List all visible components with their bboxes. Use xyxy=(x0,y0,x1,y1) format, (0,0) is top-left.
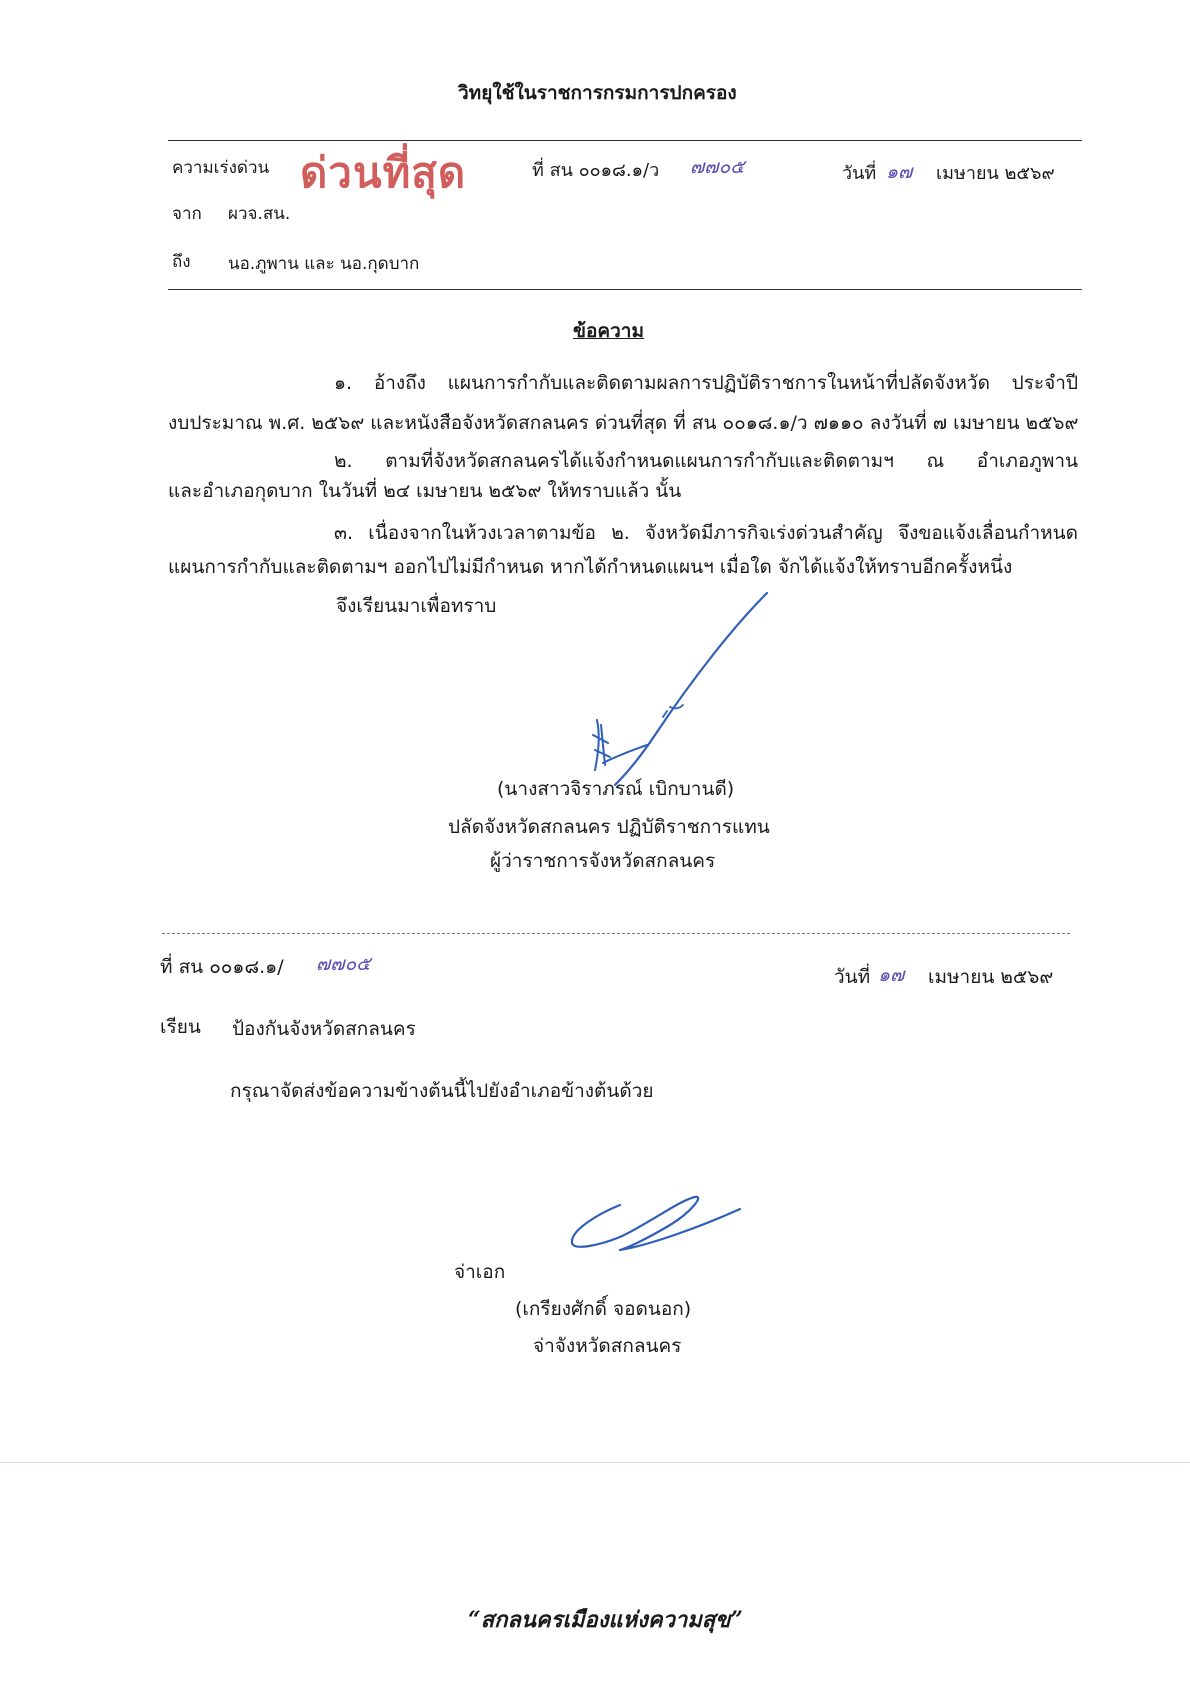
reference-prefix: ที่ สน ๐๐๑๘.๑/ว xyxy=(532,160,660,181)
clerk-name: (เกรียงศักดิ์ จอดนอก) xyxy=(515,1298,692,1320)
from-value: ผวจ.สน. xyxy=(228,204,291,224)
paragraph-3-line-2: แผนการกำกับและติดตามฯ ออกไปไม่มีกำหนด หากได้กำหนดแผนฯ เมื่อใด จักได้แจ้งให้ทราบอีกครั้งหนึ่ง xyxy=(168,556,1013,578)
lower-reference-number: ๗๗๐๕ xyxy=(316,953,371,975)
signature-2 xyxy=(560,1185,760,1265)
signature-1 xyxy=(575,585,775,805)
lower-date-day: ๑๗ xyxy=(878,964,905,986)
paragraph-1-line-2: งบประมาณ พ.ศ. ๒๕๖๙ และหนังสือจังหวัดสกลนคร ด่วนที่สุด ที่ สน ๐๐๑๘.๑/ว ๗๑๑๐ ลงวันที่ ๗ เมษายน ๒๕๖๙ xyxy=(168,412,1079,434)
body-heading: ข้อความ xyxy=(573,320,644,342)
date-month-year: เมษายน ๒๕๖๙ xyxy=(936,163,1055,184)
lower-request: กรุณาจัดส่งข้อความข้างต้นนี้ไปยังอำเภอข้างต้นด้วย xyxy=(230,1080,654,1102)
lower-reference-prefix: ที่ สน ๐๐๑๘.๑/ xyxy=(160,956,284,978)
memo-title: วิทยุใช้ในราชการกรมการปกครอง xyxy=(458,82,737,104)
signer-1-position-2: ผู้ว่าราชการจังหวัดสกลนคร xyxy=(490,850,716,872)
page-divider xyxy=(0,1462,1190,1463)
section-separator xyxy=(162,933,1070,934)
date-prefix: วันที่ xyxy=(842,163,877,184)
from-label: จาก xyxy=(172,204,202,224)
date-day: ๑๗ xyxy=(886,161,913,183)
lower-to-value: ป้องกันจังหวัดสกลนคร xyxy=(232,1018,416,1040)
lower-to-label: เรียน xyxy=(160,1016,201,1038)
lower-date-prefix: วันที่ xyxy=(834,966,871,988)
footer-motto: “สกลนครเมืองแห่งความสุข” xyxy=(468,1607,743,1633)
clerk-title: จ่าเอก xyxy=(454,1261,506,1283)
clerk-position: จ่าจังหวัดสกลนคร xyxy=(533,1335,682,1357)
signer-1-name: (นางสาวจิราภรณ์ เบิกบานดี) xyxy=(497,778,735,800)
paragraph-1-line-1: ๑. อ้างถึง แผนการกำกับและติดตามผลการปฏิบัติราชการในหน้าที่ปลัดจังหวัด ประจำปี xyxy=(334,372,1078,394)
to-value: นอ.ภูพาน และ นอ.กุดบาก xyxy=(228,254,420,274)
to-label: ถึง xyxy=(172,252,191,272)
urgency-label: ความเร่งด่วน xyxy=(172,158,270,178)
header-bottom-rule xyxy=(168,289,1082,290)
paragraph-2-line-1: ๒. ตามที่จังหวัดสกลนครได้แจ้งกำหนดแผนการกำกับและติดตามฯ ณ อำเภอภูพาน xyxy=(334,450,1078,472)
paragraph-3-line-1: ๓. เนื่องจากในห้วงเวลาตามข้อ ๒. จังหวัดมีภารกิจเร่งด่วนสำคัญ จึงขอแจ้งเลื่อนกำหนด xyxy=(334,522,1078,544)
closing-line: จึงเรียนมาเพื่อทราบ xyxy=(336,595,497,617)
urgent-stamp: ด่วนที่สุด xyxy=(300,148,467,197)
header-top-rule xyxy=(168,140,1082,141)
paragraph-2-line-2: และอำเภอกุดบาก ในวันที่ ๒๔ เมษายน ๒๕๖๙ ให้ทราบแล้ว นั้น xyxy=(168,480,682,502)
signer-1-position-1: ปลัดจังหวัดสกลนคร ปฏิบัติราชการแทน xyxy=(448,816,770,838)
lower-date-month-year: เมษายน ๒๕๖๙ xyxy=(928,966,1054,988)
reference-number: ๗๗๐๕ xyxy=(690,156,745,178)
